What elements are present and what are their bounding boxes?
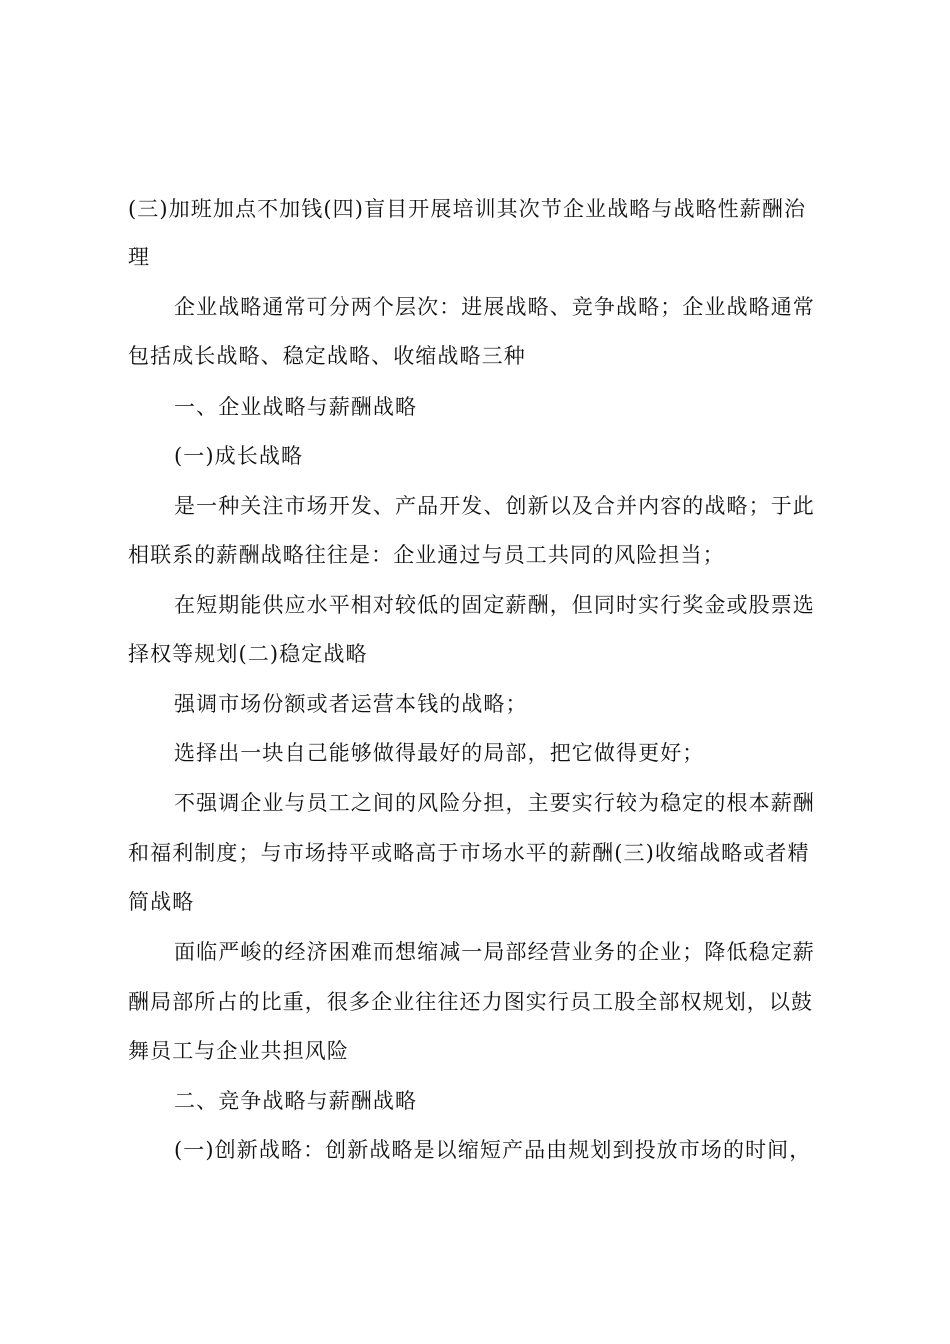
text-line: 择权等规划(二)稳定战略	[128, 642, 368, 666]
paragraph-first-line: 面临严峻的经济困难而想缩减一局部经营业务的企业；降低稳定薪	[174, 940, 815, 964]
text-line: 相联系的薪酬战略往往是：企业通过与员工共同的风险担当；	[128, 543, 725, 567]
paragraph-first-line: 强调市场份额或者运营本钱的战略；	[174, 692, 528, 716]
paragraph-first-line: 企业战略通常可分两个层次：进展战略、竞争战略；企业战略通常	[174, 295, 815, 319]
subsection-heading: (一)成长战略	[174, 444, 304, 468]
paragraph-first-line: 选择出一块自己能够做得最好的局部，把它做得更好；	[174, 741, 705, 765]
section-heading: 一、企业战略与薪酬战略	[174, 395, 418, 419]
text-line: 理	[128, 245, 151, 269]
text-line: 和福利制度；与市场持平或略高于市场水平的薪酬(三)收缩战略或者精	[128, 841, 810, 865]
text-line: 酬局部所占的比重，很多企业往往还力图实行员工股全部权规划，以鼓	[128, 990, 814, 1014]
paragraph-first-line: (一)创新战略：创新战略是以缩短产品由规划到投放市场的时间，	[174, 1138, 812, 1162]
paragraph-first-line: 在短期能供应水平相对较低的固定薪酬，但同时实行奖金或股票选	[174, 593, 815, 617]
paragraph-first-line: 是一种关注市场开发、产品开发、创新以及合并内容的战略；于此	[174, 494, 815, 518]
paragraph-first-line: 不强调企业与员工之间的风险分担，主要实行较为稳定的根本薪酬	[174, 791, 815, 815]
text-line: 简战略	[128, 890, 195, 914]
text-line: 包括成长战略、稳定战略、收缩战略三种	[128, 344, 526, 368]
text-line: (三)加班加点不加钱(四)盲目开展培训其次节企业战略与战略性薪酬治	[128, 197, 807, 221]
text-line: 舞员工与企业共担风险	[128, 1039, 349, 1063]
section-heading: 二、竞争战略与薪酬战略	[174, 1089, 418, 1113]
